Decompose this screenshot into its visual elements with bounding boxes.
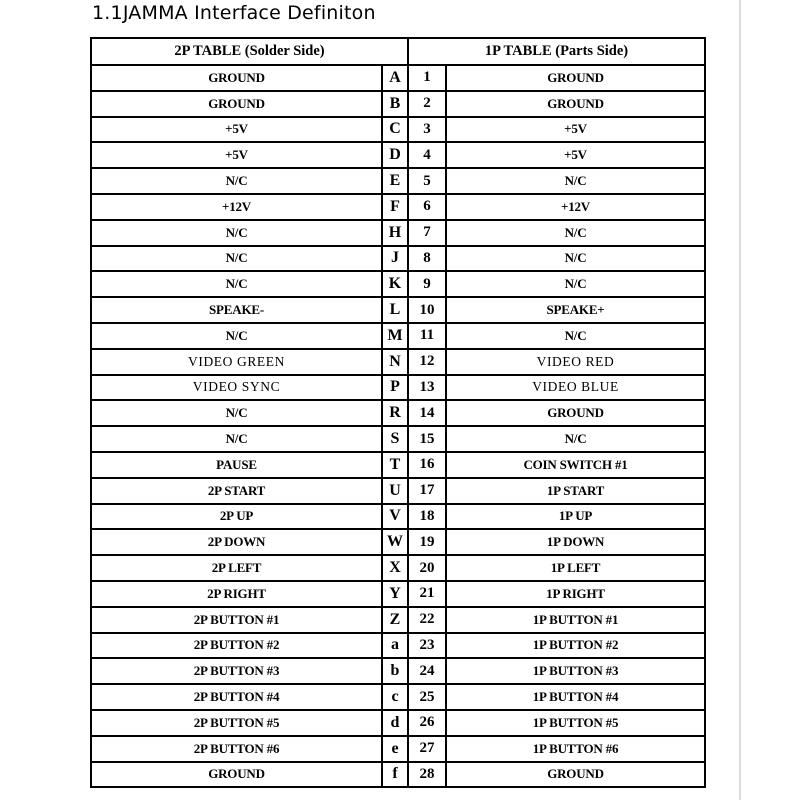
pin-number: 3: [408, 117, 446, 143]
pin-1p-signal: N/C: [446, 220, 705, 246]
pin-2p-signal: 2P BUTTON #5: [91, 710, 382, 736]
pin-number: 17: [408, 478, 446, 504]
pin-number: 24: [408, 658, 446, 684]
pin-1p-signal: 1P DOWN: [446, 529, 705, 555]
pin-letter: R: [382, 400, 408, 426]
pin-1p-signal: COIN SWITCH #1: [446, 452, 705, 478]
pin-2p-signal: +12V: [91, 194, 382, 220]
pin-letter: C: [382, 117, 408, 143]
pin-number: 10: [408, 297, 446, 323]
pin-number: 11: [408, 323, 446, 349]
pin-number: 9: [408, 271, 446, 297]
pin-letter: H: [382, 220, 408, 246]
pin-letter: b: [382, 658, 408, 684]
pin-2p-signal: 2P BUTTON #4: [91, 684, 382, 710]
pin-1p-signal: 1P LEFT: [446, 555, 705, 581]
pin-letter: d: [382, 710, 408, 736]
pin-number: 19: [408, 529, 446, 555]
pin-2p-signal: +5V: [91, 142, 382, 168]
pin-letter: Z: [382, 607, 408, 633]
pin-1p-signal: 1P BUTTON #3: [446, 658, 705, 684]
table-row: [91, 710, 705, 736]
pin-2p-signal: N/C: [91, 246, 382, 272]
pin-2p-signal: N/C: [91, 220, 382, 246]
table-row: [91, 142, 705, 168]
table-row: [91, 168, 705, 194]
pin-letter: f: [382, 762, 408, 788]
pin-2p-signal: 2P BUTTON #6: [91, 736, 382, 762]
table-row: [91, 684, 705, 710]
table-row: [91, 478, 705, 504]
pin-1p-signal: GROUND: [446, 762, 705, 788]
pin-number: 13: [408, 375, 446, 401]
pin-2p-signal: VIDEO SYNC: [91, 375, 382, 401]
pin-2p-signal: VIDEO GREEN: [91, 349, 382, 375]
pin-number: 25: [408, 684, 446, 710]
pin-2p-signal: +5V: [91, 117, 382, 143]
pin-2p-signal: GROUND: [91, 91, 382, 117]
pin-letter: K: [382, 271, 408, 297]
pin-letter: D: [382, 142, 408, 168]
pin-2p-signal: 2P BUTTON #1: [91, 607, 382, 633]
pin-2p-signal: N/C: [91, 400, 382, 426]
pin-1p-signal: N/C: [446, 168, 705, 194]
pin-letter: A: [382, 65, 408, 91]
pin-number: 22: [408, 607, 446, 633]
pin-number: 27: [408, 736, 446, 762]
page-edge-divider: [739, 0, 741, 800]
pin-1p-signal: SPEAKE+: [446, 297, 705, 323]
pin-2p-signal: 2P START: [91, 478, 382, 504]
pin-1p-signal: N/C: [446, 323, 705, 349]
pin-2p-signal: 2P BUTTON #3: [91, 658, 382, 684]
pin-letter: P: [382, 375, 408, 401]
table-row: [91, 762, 705, 788]
pin-1p-signal: N/C: [446, 426, 705, 452]
pin-letter: c: [382, 684, 408, 710]
pin-number: 1: [408, 65, 446, 91]
pin-number: 14: [408, 400, 446, 426]
table-row: [91, 581, 705, 607]
pin-1p-signal: N/C: [446, 246, 705, 272]
pin-1p-signal: 1P BUTTON #1: [446, 607, 705, 633]
pin-2p-signal: GROUND: [91, 762, 382, 788]
pin-number: 20: [408, 555, 446, 581]
pin-1p-signal: N/C: [446, 271, 705, 297]
pin-2p-signal: SPEAKE-: [91, 297, 382, 323]
table-row: [91, 529, 705, 555]
table-row: [91, 271, 705, 297]
pinout-table-body: [91, 65, 705, 787]
pin-1p-signal: VIDEO BLUE: [446, 375, 705, 401]
pin-2p-signal: GROUND: [91, 65, 382, 91]
table-row: [91, 246, 705, 272]
pin-1p-signal: +12V: [446, 194, 705, 220]
table-row: [91, 323, 705, 349]
pin-number: 12: [408, 349, 446, 375]
pin-number: 7: [408, 220, 446, 246]
pin-2p-signal: 2P DOWN: [91, 529, 382, 555]
pin-number: 2: [408, 91, 446, 117]
pin-number: 28: [408, 762, 446, 788]
table-row: [91, 220, 705, 246]
table-row: [91, 633, 705, 659]
pin-2p-signal: 2P RIGHT: [91, 581, 382, 607]
pin-letter: X: [382, 555, 408, 581]
pin-1p-signal: 1P START: [446, 478, 705, 504]
pin-1p-signal: GROUND: [446, 65, 705, 91]
table-row: [91, 658, 705, 684]
pin-number: 5: [408, 168, 446, 194]
table-row: [91, 452, 705, 478]
table-row: [91, 117, 705, 143]
pin-number: 18: [408, 504, 446, 530]
header-2p-solder-side: 2P TABLE (Solder Side): [91, 38, 408, 65]
table-row: [91, 736, 705, 762]
pin-1p-signal: 1P BUTTON #6: [446, 736, 705, 762]
pin-number: 21: [408, 581, 446, 607]
pin-number: 16: [408, 452, 446, 478]
pin-2p-signal: 2P LEFT: [91, 555, 382, 581]
pin-1p-signal: VIDEO RED: [446, 349, 705, 375]
pin-letter: N: [382, 349, 408, 375]
pin-letter: F: [382, 194, 408, 220]
pin-1p-signal: GROUND: [446, 400, 705, 426]
pin-letter: M: [382, 323, 408, 349]
pin-1p-signal: +5V: [446, 142, 705, 168]
pin-1p-signal: +5V: [446, 117, 705, 143]
pin-number: 8: [408, 246, 446, 272]
pin-2p-signal: N/C: [91, 168, 382, 194]
pin-letter: L: [382, 297, 408, 323]
pin-1p-signal: 1P UP: [446, 504, 705, 530]
table-row: [91, 426, 705, 452]
pin-letter: a: [382, 633, 408, 659]
pin-letter: B: [382, 91, 408, 117]
pin-2p-signal: N/C: [91, 426, 382, 452]
table-row: [91, 375, 705, 401]
pin-letter: T: [382, 452, 408, 478]
document-title: 1.1JAMMA Interface Definiton: [92, 2, 376, 24]
jamma-pinout-table: [90, 37, 706, 788]
pin-letter: V: [382, 504, 408, 530]
pin-1p-signal: 1P RIGHT: [446, 581, 705, 607]
pin-1p-signal: 1P BUTTON #2: [446, 633, 705, 659]
header-1p-parts-side: 1P TABLE (Parts Side): [408, 38, 705, 65]
table-row: [91, 65, 705, 91]
pin-number: 4: [408, 142, 446, 168]
pin-number: 23: [408, 633, 446, 659]
table-row: [91, 194, 705, 220]
table-row: [91, 555, 705, 581]
pin-2p-signal: 2P BUTTON #2: [91, 633, 382, 659]
pin-number: 6: [408, 194, 446, 220]
table-row: [91, 297, 705, 323]
pin-2p-signal: 2P UP: [91, 504, 382, 530]
pin-letter: S: [382, 426, 408, 452]
table-header-row: [91, 38, 705, 65]
pin-2p-signal: N/C: [91, 271, 382, 297]
table-row: [91, 349, 705, 375]
pin-number: 26: [408, 710, 446, 736]
pin-letter: U: [382, 478, 408, 504]
pin-2p-signal: N/C: [91, 323, 382, 349]
pin-letter: Y: [382, 581, 408, 607]
pin-1p-signal: GROUND: [446, 91, 705, 117]
pin-1p-signal: 1P BUTTON #5: [446, 710, 705, 736]
pin-letter: e: [382, 736, 408, 762]
pin-1p-signal: 1P BUTTON #4: [446, 684, 705, 710]
table-row: [91, 91, 705, 117]
pin-letter: W: [382, 529, 408, 555]
pin-letter: E: [382, 168, 408, 194]
table-row: [91, 607, 705, 633]
table-row: [91, 504, 705, 530]
pin-number: 15: [408, 426, 446, 452]
pin-letter: J: [382, 246, 408, 272]
table-row: [91, 400, 705, 426]
pin-2p-signal: PAUSE: [91, 452, 382, 478]
